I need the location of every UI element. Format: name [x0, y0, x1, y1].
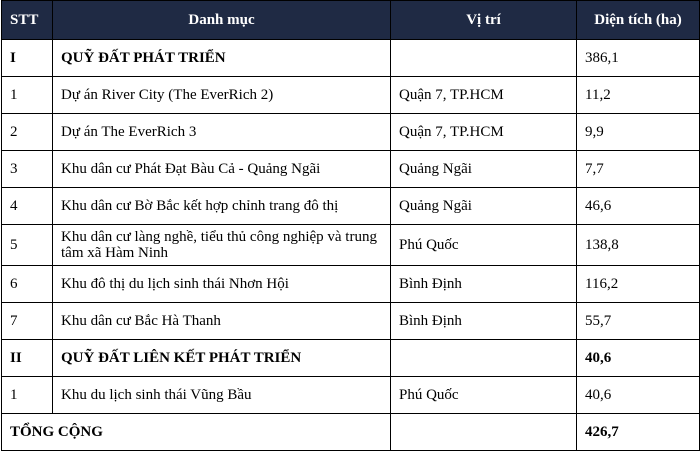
row-name: Khu dân cư Bờ Bắc kết hợp chỉnh trang đô thị [53, 188, 391, 225]
section-area: 386,1 [577, 40, 700, 77]
section-area: 40,6 [577, 340, 700, 377]
header-location: Vị trí [391, 1, 577, 40]
section-stt: I [2, 40, 53, 77]
table-row [2, 266, 700, 303]
row-name: Khu dân cư làng nghề, tiểu thủ công nghiệp và trung tâm xã Hàm Ninh [53, 225, 391, 266]
row-location: Phú Quốc [391, 225, 577, 266]
row-stt: 5 [2, 225, 53, 266]
header-stt: STT [2, 1, 53, 40]
table-row [2, 77, 700, 114]
row-location: Bình Định [391, 303, 577, 340]
row-area: 116,2 [577, 266, 700, 303]
table-row [2, 151, 700, 188]
row-name: Khu du lịch sinh thái Vũng Bầu [53, 377, 391, 414]
row-area: 7,7 [577, 151, 700, 188]
section-row-joint-development [2, 340, 700, 377]
row-area: 40,6 [577, 377, 700, 414]
table-row [2, 303, 700, 340]
table-row [2, 377, 700, 414]
row-area: 46,6 [577, 188, 700, 225]
total-location [391, 414, 577, 451]
row-stt: 4 [2, 188, 53, 225]
row-location: Phú Quốc [391, 377, 577, 414]
row-area: 11,2 [577, 77, 700, 114]
row-location: Quận 7, TP.HCM [391, 114, 577, 151]
row-area: 55,7 [577, 303, 700, 340]
total-label: TỔNG CỘNG [2, 414, 391, 451]
section-row-development [2, 40, 700, 77]
section-location [391, 340, 577, 377]
row-name: Dự án The EverRich 3 [53, 114, 391, 151]
land-fund-table [1, 0, 700, 451]
header-area: Diện tích (ha) [577, 1, 700, 40]
total-row [2, 414, 700, 451]
section-location [391, 40, 577, 77]
row-location: Quảng Ngãi [391, 188, 577, 225]
row-name: Khu dân cư Bắc Hà Thanh [53, 303, 391, 340]
table-header-row [2, 1, 700, 40]
row-location: Bình Định [391, 266, 577, 303]
row-stt: 7 [2, 303, 53, 340]
total-area: 426,7 [577, 414, 700, 451]
section-stt: II [2, 340, 53, 377]
row-stt: 3 [2, 151, 53, 188]
table-row [2, 188, 700, 225]
row-area: 138,8 [577, 225, 700, 266]
section-name: QUỸ ĐẤT LIÊN KẾT PHÁT TRIỂN [53, 340, 391, 377]
header-category: Danh mục [53, 1, 391, 40]
row-stt: 2 [2, 114, 53, 151]
row-location: Quảng Ngãi [391, 151, 577, 188]
row-name: Dự án River City (The EverRich 2) [53, 77, 391, 114]
table-row [2, 114, 700, 151]
row-location: Quận 7, TP.HCM [391, 77, 577, 114]
table-row [2, 225, 700, 266]
section-name: QUỸ ĐẤT PHÁT TRIỂN [53, 40, 391, 77]
row-name: Khu đô thị du lịch sinh thái Nhơn Hội [53, 266, 391, 303]
row-stt: 6 [2, 266, 53, 303]
row-area: 9,9 [577, 114, 700, 151]
row-stt: 1 [2, 77, 53, 114]
row-name: Khu dân cư Phát Đạt Bàu Cả - Quảng Ngãi [53, 151, 391, 188]
row-stt: 1 [2, 377, 53, 414]
